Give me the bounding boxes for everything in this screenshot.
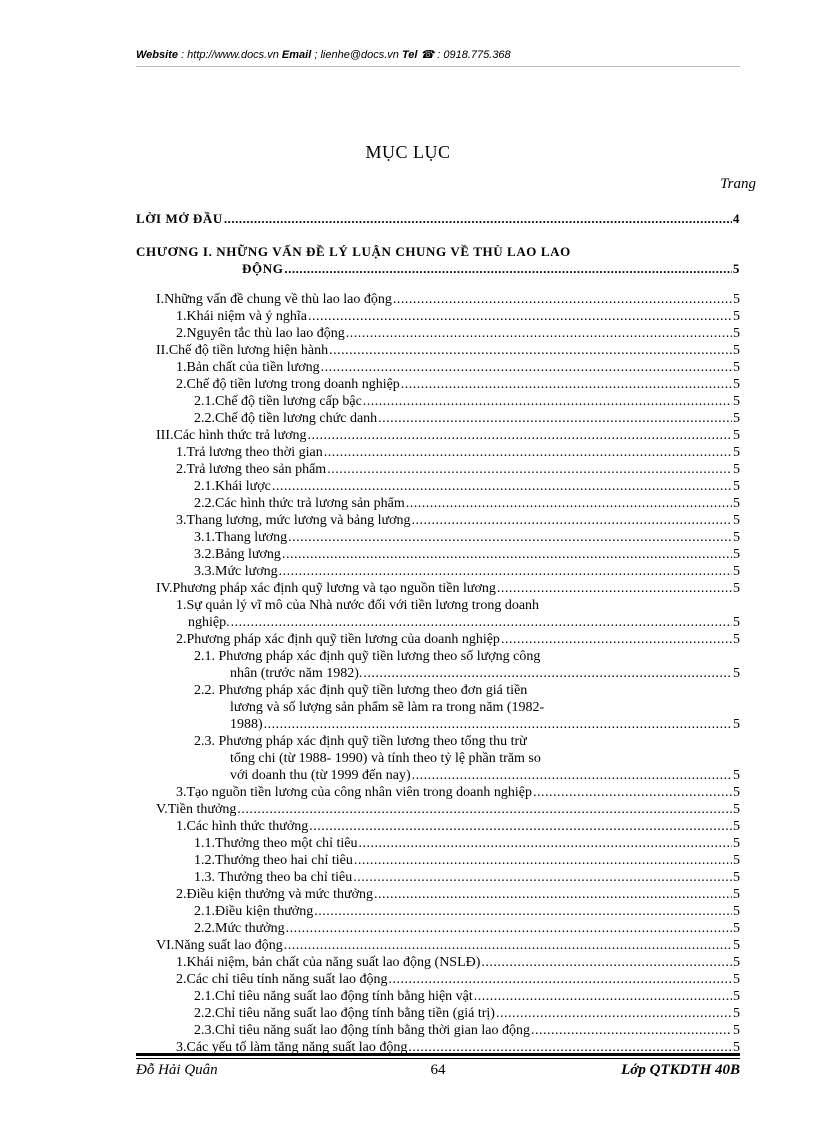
email-label: Email	[281, 49, 312, 61]
footer-class: Lớp QTKDTH 40B	[621, 1062, 740, 1078]
toc-entry[interactable]	[176, 359, 740, 376]
toc-page-number: 5	[733, 513, 740, 528]
toc-leader-dots	[374, 886, 732, 903]
toc-page-number: 5	[733, 581, 740, 596]
toc-page-number: 5	[733, 870, 740, 885]
footer-author: Đỗ Hải Quân	[136, 1062, 218, 1078]
toc-entry-title-continued: tổng chi (từ 1988- 1990) và tính theo tỷ lệ phần trăm so	[230, 751, 541, 766]
toc-entry-title: 2.Các chỉ tiêu tính năng suất lao động	[176, 972, 388, 987]
toc-leader-dots	[497, 580, 732, 597]
toc-entry[interactable]	[194, 393, 740, 410]
toc-page-number: 5	[733, 989, 740, 1004]
toc-entry-title: 2.2. Phương pháp xác định quỹ tiền lương theo đơn giá tiền	[194, 683, 528, 698]
toc-entry[interactable]	[194, 648, 740, 682]
toc-entry[interactable]	[176, 512, 740, 529]
toc-entry[interactable]	[176, 597, 740, 631]
toc-page-number: 5	[733, 955, 740, 970]
website-label: Website	[136, 49, 178, 61]
toc-page-number: 5	[733, 309, 740, 324]
toc-leader-dots	[501, 631, 732, 648]
toc-entry-title: 1.Bản chất của tiền lương	[176, 360, 320, 375]
toc-page-number: 5	[733, 326, 740, 341]
toc-entry[interactable]	[176, 971, 740, 988]
toc-page-number: 5	[733, 819, 740, 834]
toc-leader-dots	[288, 529, 732, 546]
toc-entry[interactable]	[194, 410, 740, 427]
toc-entry[interactable]	[194, 546, 740, 563]
toc-leader-dots	[309, 818, 732, 835]
toc-entry-title: 3.2.Bảng lương	[194, 547, 281, 562]
toc-entry-title: II.Chế độ tiền lương hiện hành	[156, 343, 329, 358]
toc-page-number: 5	[733, 394, 740, 409]
toc-entry[interactable]	[136, 243, 740, 277]
toc-leader-dots	[224, 210, 732, 227]
toc-entry[interactable]	[156, 291, 740, 308]
toc-entry[interactable]	[194, 835, 740, 852]
toc-entry[interactable]	[176, 325, 740, 342]
email-value[interactable]: ; lienhe@docs.vn	[311, 49, 402, 61]
toc-entry[interactable]	[176, 818, 740, 835]
toc-entry[interactable]	[194, 563, 740, 580]
toc-leader-dots	[481, 954, 732, 971]
toc-leader-dots	[393, 291, 732, 308]
toc-leader-dots	[401, 376, 732, 393]
toc-page-number: 5	[733, 938, 740, 953]
toc-entry-title: 1.1.Thưởng theo một chỉ tiêu	[194, 836, 358, 851]
toc-leader-dots	[496, 1005, 732, 1022]
footer-page-number: 64	[430, 1062, 446, 1078]
toc-entry-title: 2.2.Chỉ tiêu năng suất lao động tính bằng tiền (giá trị)	[194, 1006, 495, 1021]
toc-entry[interactable]	[176, 886, 740, 903]
toc-entry[interactable]	[156, 427, 740, 444]
toc-entry-title: LỜI MỞ ĐẦU	[136, 211, 223, 226]
toc-entry-title: VI.Năng suất lao động	[156, 938, 283, 953]
toc-entry[interactable]	[156, 342, 740, 359]
toc-entry[interactable]	[194, 495, 740, 512]
toc-entry-title: V.Tiền thưởng	[156, 802, 237, 817]
toc-leader-dots	[353, 869, 732, 886]
toc-entry-title: 2.3. Phương pháp xác định quỹ tiền lương theo tổng thu trừ	[194, 734, 527, 749]
toc-page-number: 5	[733, 785, 740, 800]
toc-leader-dots	[327, 461, 732, 478]
toc-leader-dots	[329, 342, 732, 359]
toc-page-number: 5	[733, 462, 740, 477]
toc-entry-title-continued: ĐỘNG	[242, 261, 284, 276]
toc-leader-dots	[321, 359, 732, 376]
header-divider	[136, 66, 740, 67]
toc-page-number: 5	[733, 972, 740, 987]
toc-entry-title: 2.Trả lương theo sản phẩm	[176, 462, 327, 477]
toc-entry[interactable]	[194, 852, 740, 869]
toc-entry[interactable]	[176, 308, 740, 325]
toc-entry[interactable]	[176, 954, 740, 971]
toc-leader-dots	[308, 308, 732, 325]
toc-entry[interactable]	[176, 461, 740, 478]
toc-entry[interactable]	[156, 937, 740, 954]
toc-leader-dots	[359, 835, 732, 852]
toc-entry-title: 2.1.Chỉ tiêu năng suất lao động tính bằng hiện vật	[194, 989, 473, 1004]
toc-entry[interactable]	[194, 529, 740, 546]
toc-leader-dots	[533, 784, 732, 801]
toc-leader-dots	[307, 427, 732, 444]
toc-entry-title: 1.Trả lương theo thời gian	[176, 445, 323, 460]
toc-entry-title: 3.Thang lương, mức lương và bảng lương	[176, 513, 411, 528]
toc-leader-dots	[378, 410, 732, 427]
toc-page-number: 5	[733, 836, 740, 851]
toc-page-number: 5	[733, 564, 740, 579]
toc-page-number: 5	[733, 1023, 740, 1038]
toc-entry[interactable]	[156, 801, 740, 818]
toc-page-number: 5	[733, 496, 740, 511]
toc-entry-title: 2.Điều kiện thưởng và mức thưởng	[176, 887, 373, 902]
toc-leader-dots	[412, 512, 732, 529]
toc-page-number: 5	[732, 261, 740, 276]
toc-page-number: 5	[733, 921, 740, 936]
page-header	[136, 48, 740, 61]
toc-page-number: 5	[733, 632, 740, 647]
toc-entry[interactable]	[194, 733, 740, 784]
toc-entry-title-continued: 1988)	[230, 717, 263, 732]
toc-entry-title: I.Những vấn đề chung về thù lao lao động	[156, 292, 392, 307]
toc-entry-title: 1.Khái niệm và ý nghĩa	[176, 309, 308, 324]
footer-divider-thin	[136, 1058, 740, 1059]
toc-entry[interactable]	[156, 580, 740, 597]
toc-page-number: 5	[733, 615, 740, 630]
page-title: MỤC LỤC	[365, 142, 451, 162]
tel-value: ☎ : 0918.775.368	[417, 49, 511, 61]
toc-entry-title: 2.1.Khái lược	[194, 479, 271, 494]
toc-leader-dots	[389, 971, 732, 988]
toc-leader-dots	[284, 260, 731, 277]
toc-leader-dots	[279, 563, 732, 580]
toc-entry[interactable]	[194, 1022, 740, 1039]
toc-page-number: 5	[733, 1040, 740, 1055]
toc-leader-dots	[272, 478, 732, 495]
toc-entry-title: 2.1. Phương pháp xác định quỹ tiền lương theo số lượng công	[194, 649, 541, 664]
toc-entry-title-continued: nghiệp.	[188, 615, 230, 630]
toc-leader-dots	[412, 767, 732, 784]
toc-page-number: 5	[733, 887, 740, 902]
toc-entry[interactable]	[194, 988, 740, 1005]
toc-leader-dots	[363, 665, 732, 682]
toc-page-number: 5	[733, 666, 740, 681]
toc-entry-title-continued: nhân (trước năm 1982).	[230, 666, 363, 681]
toc-leader-dots	[324, 444, 732, 461]
toc-entry[interactable]	[194, 1005, 740, 1022]
toc-page-number: 5	[733, 802, 740, 817]
toc-leader-dots	[314, 903, 732, 920]
toc-page-number: 5	[733, 768, 740, 783]
toc-entry[interactable]	[194, 869, 740, 886]
toc-page-number: 5	[733, 343, 740, 358]
toc-page-number: 5	[733, 547, 740, 562]
toc-entry-title: CHƯƠNG I. NHỮNG VẤN ĐỀ LÝ LUẬN CHUNG VỀ THÙ LAO LAO	[136, 244, 571, 259]
toc-entry-title: 3.1.Thang lương	[194, 530, 288, 545]
toc-page-number: 5	[733, 360, 740, 375]
toc-leader-dots	[231, 614, 732, 631]
toc-entry[interactable]	[176, 376, 740, 393]
toc-entry-title: 2.3.Chỉ tiêu năng suất lao động tính bằng thời gian lao động	[194, 1023, 530, 1038]
toc-page-number: 5	[733, 479, 740, 494]
toc-entry-title: 1.Khái niệm, bản chất của năng suất lao động (NSLĐ)	[176, 955, 481, 970]
toc-page-number: 5	[733, 717, 740, 732]
footer-divider-thick	[136, 1053, 740, 1056]
toc-entry-title: 1.2.Thưởng theo hai chỉ tiêu	[194, 853, 353, 868]
toc-entry-title: 3.Tạo nguồn tiền lương của công nhân viên trong doanh nghiệp	[176, 785, 532, 800]
toc-entry[interactable]	[194, 920, 740, 937]
toc-page-number: 5	[733, 853, 740, 868]
toc-entry-title: 1.Các hình thức thưởng	[176, 819, 309, 834]
toc-entry-title: 2.2.Chế độ tiền lương chức danh	[194, 411, 378, 426]
toc-entry-title: 1.3. Thưởng theo ba chỉ tiêu	[194, 870, 353, 885]
toc-entry[interactable]	[176, 784, 740, 801]
toc-entry[interactable]	[194, 478, 740, 495]
toc-entry[interactable]	[194, 682, 740, 733]
toc-leader-dots	[474, 988, 732, 1005]
toc-entry-title: 2.2.Mức thưởng	[194, 921, 285, 936]
toc-leader-dots	[354, 852, 732, 869]
toc-leader-dots	[282, 546, 732, 563]
toc-leader-dots	[284, 937, 732, 954]
toc-page-number: 5	[733, 904, 740, 919]
toc-entry-title: 3.3.Mức lương	[194, 564, 278, 579]
toc-entry-title: 2.Chế độ tiền lương trong doanh nghiệp	[176, 377, 400, 392]
toc-leader-dots	[406, 495, 732, 512]
toc-page-number: 5	[733, 292, 740, 307]
toc-entry-title: III.Các hình thức trả lương	[156, 428, 307, 443]
toc-page-number: 5	[733, 445, 740, 460]
toc-entry[interactable]	[136, 210, 740, 227]
toc-entry-title: 2.1.Điều kiện thưởng	[194, 904, 314, 919]
toc-entry[interactable]	[176, 444, 740, 461]
toc-page-number: 5	[733, 377, 740, 392]
toc-leader-dots	[286, 920, 732, 937]
toc-page-number: 5	[733, 530, 740, 545]
toc-page-number: 5	[733, 428, 740, 443]
toc-leader-dots	[531, 1022, 732, 1039]
toc-entry-title-continued: lương và số lượng sản phẩm sẽ làm ra trong năm (1982-	[230, 700, 545, 715]
toc-leader-dots	[346, 325, 732, 342]
toc-leader-dots	[363, 393, 732, 410]
page-column-label: Trang	[720, 176, 756, 192]
toc-page-number: 4	[732, 211, 740, 226]
toc-entry[interactable]	[194, 903, 740, 920]
tel-label: Tel	[401, 49, 418, 61]
toc-entry-title: 2.2.Các hình thức trả lương sản phẩm	[194, 496, 405, 511]
toc-entry-title: 2.Phương pháp xác định quỹ tiền lương của doanh nghiệp	[176, 632, 500, 647]
toc-page-number: 5	[733, 1006, 740, 1021]
toc-entry-title: 3.Các yếu tố làm tăng năng suất lao động	[176, 1040, 408, 1055]
toc-entry-title: 2.1.Chế độ tiền lương cấp bậc	[194, 394, 362, 409]
toc-entry-title: 1.Sự quản lý vĩ mô của Nhà nước đối với tiền lương trong doanh	[176, 598, 540, 613]
toc-entry-title: 2.Nguyên tắc thù lao lao động	[176, 326, 345, 341]
toc-leader-dots	[264, 716, 732, 733]
website-value[interactable]: : http://www.docs.vn	[177, 49, 282, 61]
toc-page-number: 5	[733, 411, 740, 426]
toc-entry-title: IV.Phương pháp xác định quỹ lương và tạo nguồn tiền lương	[156, 581, 496, 596]
toc-leader-dots	[237, 801, 732, 818]
toc-entry-title-continued: với doanh thu (từ 1999 đến nay)	[230, 768, 411, 783]
toc-entry[interactable]	[176, 631, 740, 648]
